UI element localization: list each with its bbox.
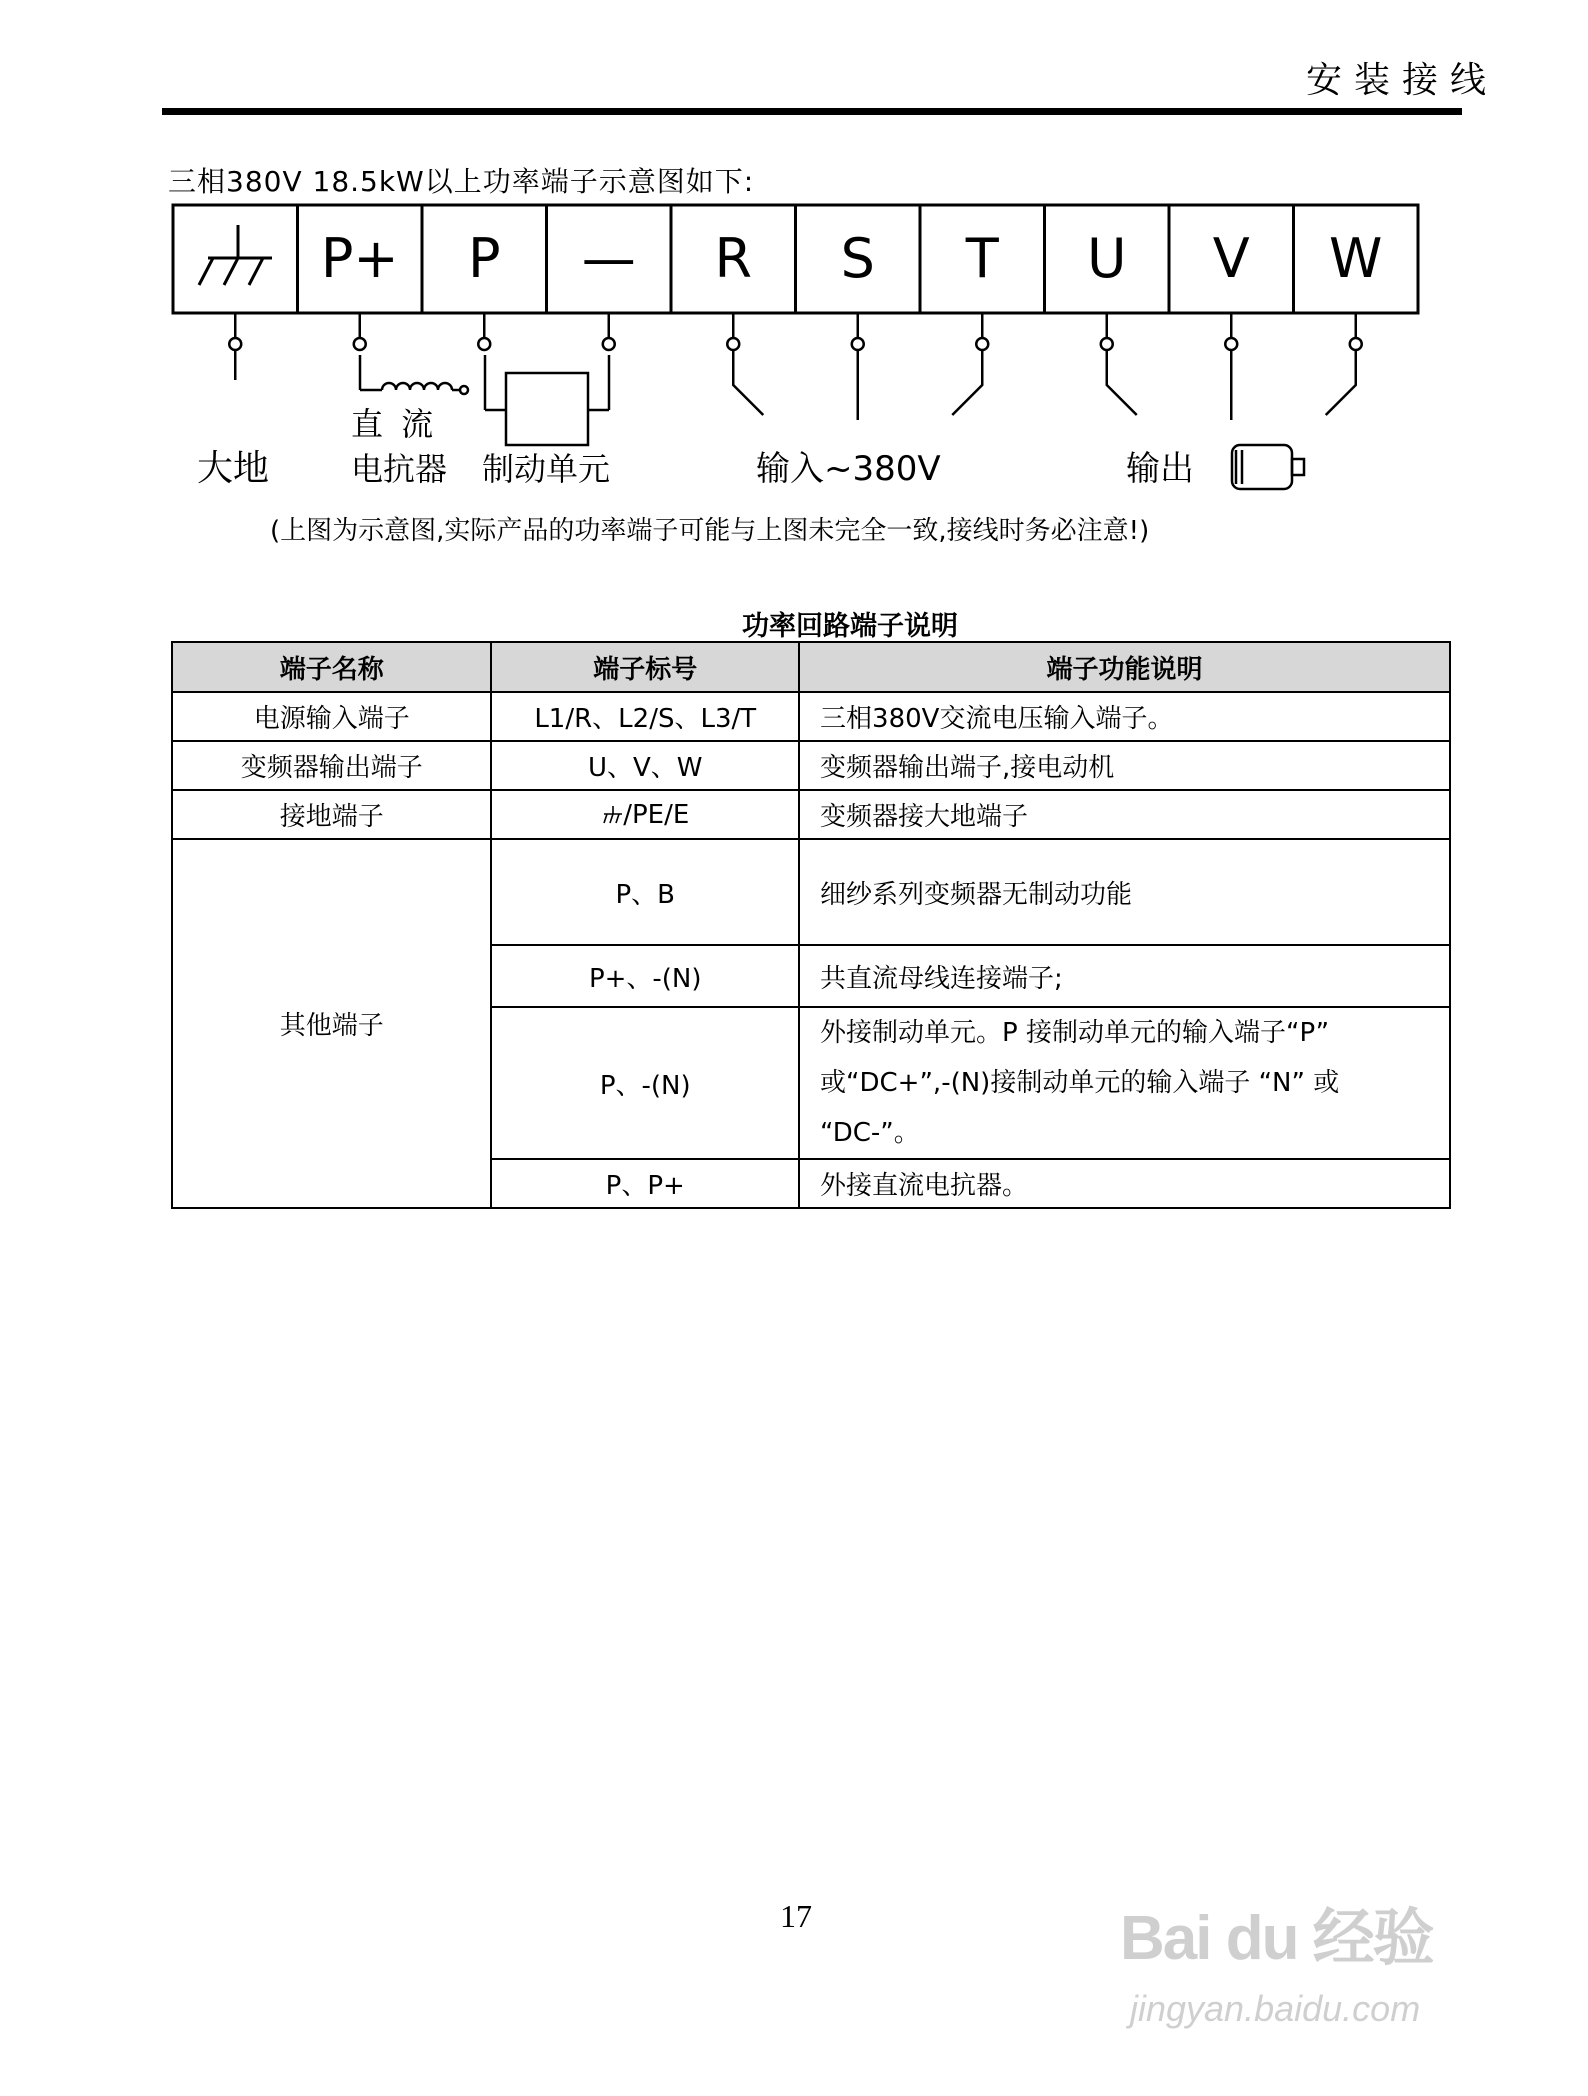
ground-icon xyxy=(601,804,623,826)
terminal-desc: 共直流母线连接端子; xyxy=(799,945,1450,1007)
desc-line: “DC-”。 xyxy=(820,1118,920,1148)
terminal-pin xyxy=(976,338,988,350)
terminal-label: W xyxy=(1329,227,1383,290)
terminal-label: P xyxy=(467,227,501,290)
terminal-code: P、P+ xyxy=(491,1159,799,1208)
inductor-coil-icon xyxy=(360,355,468,394)
ground-label: 大地 xyxy=(197,448,270,489)
table-row xyxy=(172,741,1450,790)
terminal-pin xyxy=(727,338,739,350)
table-header-row xyxy=(172,642,1450,692)
reactor-label-line2: 电抗器 xyxy=(351,450,448,488)
switch-icon xyxy=(952,350,982,415)
terminal-desc: 外接直流电抗器。 xyxy=(799,1159,1450,1208)
terminal-name: 接地端子 xyxy=(172,790,491,839)
terminal-label: — xyxy=(581,227,636,290)
terminal-pin xyxy=(1225,338,1237,350)
motor-icon xyxy=(1232,445,1304,489)
ground-icon xyxy=(199,225,272,285)
terminal-pin xyxy=(354,338,366,350)
table-row xyxy=(172,839,1450,945)
terminal-pin xyxy=(229,338,241,350)
terminal-pin xyxy=(852,338,864,350)
table-row xyxy=(172,692,1450,741)
reactor-label-line1: 直 流 xyxy=(351,405,438,443)
watermark-url: jingyan.baidu.com xyxy=(1130,1988,1421,2029)
table-row xyxy=(172,790,1450,839)
diagram-note: (上图为示意图,实际产品的功率端子可能与上图未完全一致,接线时务必注意!) xyxy=(270,516,1150,546)
desc-line: 外接制动单元。P 接制动单元的输入端子“P” xyxy=(820,1018,1330,1048)
terminal-label: T xyxy=(965,227,999,290)
terminal-label: S xyxy=(840,227,875,290)
switch-icon xyxy=(1107,350,1137,415)
input-label: 输入~380V xyxy=(756,449,941,489)
terminal-name: 其他端子 xyxy=(172,839,491,1208)
brake-unit-box xyxy=(485,355,609,445)
brake-unit-label: 制动单元 xyxy=(482,450,611,488)
column-header: 端子名称 xyxy=(172,642,491,692)
section-title: 安装接线 xyxy=(1305,60,1498,101)
terminal-pin xyxy=(603,338,615,350)
terminal-desc: 变频器接大地端子 xyxy=(799,790,1450,839)
page-number: 17 xyxy=(780,1898,812,1934)
terminal-code: L1/R、L2/S、L3/T xyxy=(491,692,799,741)
terminal-label: U xyxy=(1086,227,1127,290)
desc-line: 或“DC+”,-(N)接制动单元的输入端子 “N” 或 xyxy=(820,1068,1340,1098)
switch-icon xyxy=(733,350,763,415)
terminal-name: 变频器输出端子 xyxy=(172,741,491,790)
terminal-code-cell xyxy=(491,790,799,839)
watermark-logo: Bai du 经验 xyxy=(1120,1904,1433,1973)
terminal-pin xyxy=(1101,338,1113,350)
column-header: 端子功能说明 xyxy=(799,642,1450,692)
terminal-code: /PE/E xyxy=(623,799,690,830)
column-header: 端子标号 xyxy=(491,642,799,692)
terminal-pin xyxy=(1350,338,1362,350)
terminal-code: P+、-(N) xyxy=(491,945,799,1007)
switch-icon xyxy=(1326,350,1356,415)
terminal-label: V xyxy=(1212,227,1250,290)
baidu-watermark xyxy=(1110,1848,1510,2058)
terminal-pin xyxy=(478,338,490,350)
terminal-desc: 三相380V交流电压输入端子。 xyxy=(799,692,1450,741)
terminal-name: 电源输入端子 xyxy=(172,692,491,741)
output-label: 输出 xyxy=(1126,449,1194,489)
terminal-code: U、V、W xyxy=(491,741,799,790)
terminal-code: P、B xyxy=(491,839,799,945)
terminal-code: P、-(N) xyxy=(491,1007,799,1159)
terminal-desc xyxy=(799,1007,1450,1159)
power-terminal-diagram xyxy=(0,0,1588,520)
terminal-desc: 细纱系列变频器无制动功能 xyxy=(799,839,1450,945)
terminal-label: R xyxy=(714,227,753,290)
terminal-label: P+ xyxy=(320,227,399,290)
diagram-intro: 三相380V 18.5kW以上功率端子示意图如下: xyxy=(168,165,755,198)
power-terminal-table xyxy=(171,641,1451,1209)
terminal-desc: 变频器输出端子,接电动机 xyxy=(799,741,1450,790)
table-title: 功率回路端子说明 xyxy=(742,611,958,642)
